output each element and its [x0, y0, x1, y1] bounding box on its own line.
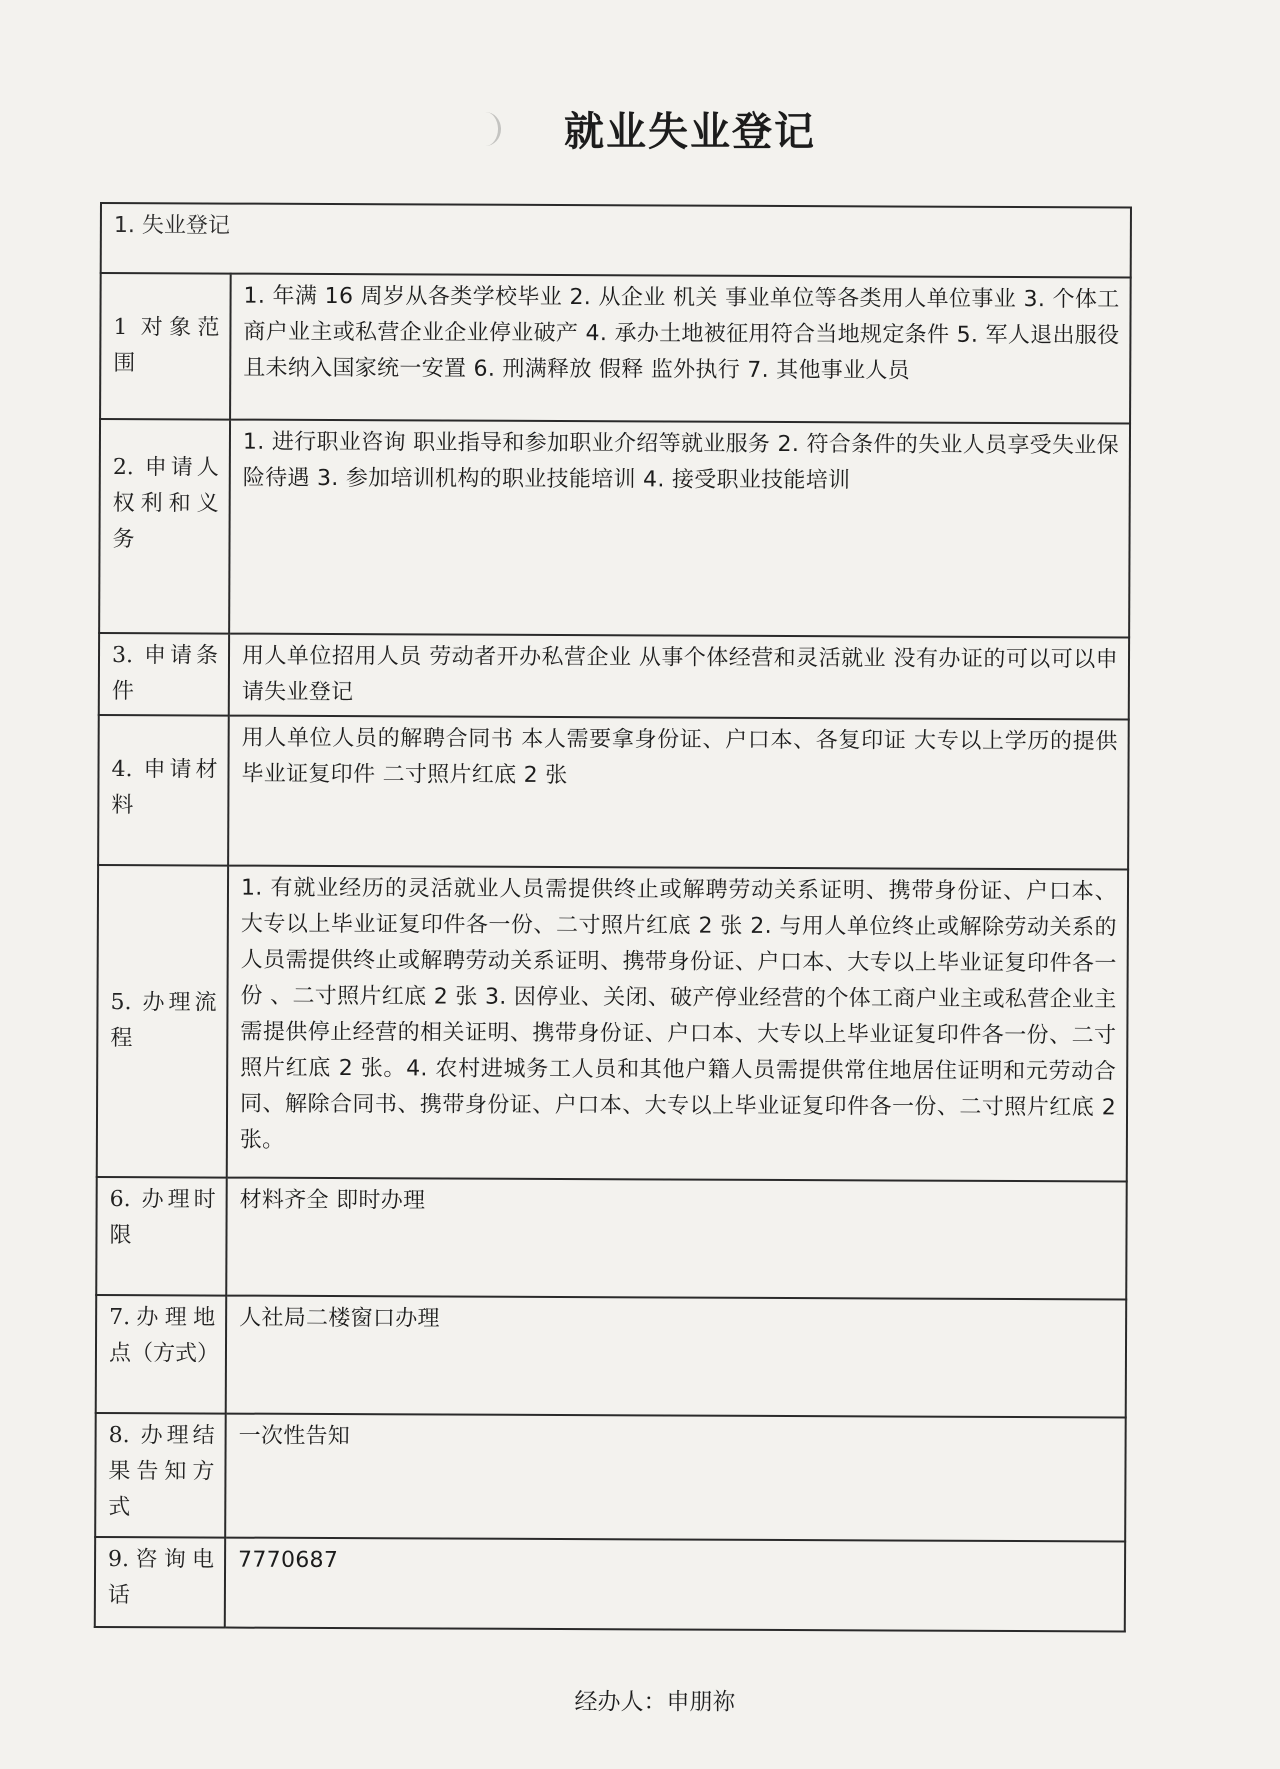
registration-form-table [94, 202, 1132, 1632]
row-label-location: 7.办理地点（方式） [96, 1295, 227, 1414]
row-label-target-scope: 1 对象范围 [100, 273, 231, 420]
row-content-procedure: 1. 有就业经历的灵活就业人员需提供终止或解聘劳动关系证明、携带身份证、户口本、大专以上毕业证复印件各一份、二寸照片红底 2 张 2. 与用人单位终止或解除劳动关系的人员需提供终止或解聘劳动关系证明、携带身份证、户口本、大专以上毕业证复印件各一份 、二寸照片红底 2 张 3. 因停业、关闭、破产停业经营的个体工商户业主或私营企业主需提供停止经营的相关证明、携带身份证、户口本、大专以上毕业证复印件各一份、二寸照片红底 2 张。4. 农村进城务工人员和其他户籍人员需提供常住地居住证明和元劳动合同、解除合同书、携带身份证、户口本、大专以上毕业证复印件各一份、二寸照片红底 2 张。 [227, 866, 1128, 1182]
row-content-materials: 用人单位人员的解聘合同书 本人需要拿身份证、户口本、各复印证 大专以上学历的提供毕业证复印件 二寸照片红底 2 张 [228, 716, 1129, 870]
row-label-conditions: 3. 申请条件 [99, 633, 229, 716]
row-label-procedure: 5. 办理流程 [97, 865, 228, 1178]
row-content-target-scope: 1. 年满 16 周岁从各类学校毕业 2. 从企业 机关 事业单位等各类用人单位事业 3. 个体工商户业主或私营企业企业停业破产 4. 承办土地被征用符合当地规定条件 5. 军人退出服役且未纳入国家统一安置 6. 刑满释放 假释 监外执行 7. 其他事业人员 [230, 274, 1131, 424]
form-row-rights-obligations [99, 419, 1130, 637]
row-content-phone: 7770687 [225, 1538, 1125, 1632]
form-row-materials [98, 715, 1129, 869]
row-content-conditions: 用人单位招用人员 劳动者开办私营企业 从事个体经营和灵活就业 没有办证的可以可以申请失业登记 [229, 634, 1129, 720]
document-title: 就业失业登记 [564, 109, 816, 155]
row-label-rights-obligations: 2. 申请人权利和义务 [99, 419, 230, 634]
form-row-result-notice [95, 1413, 1126, 1541]
form-row-location [96, 1295, 1127, 1417]
handler-signature-line: 经办人：申朋祢 [574, 1689, 736, 1715]
row-label-result-notice: 8. 办理结果告知方式 [95, 1413, 226, 1538]
form-header-cell: 1. 失业登记 [101, 203, 1131, 277]
row-label-phone: 9.咨询电话 [95, 1537, 225, 1628]
form-row-time-limit [96, 1177, 1127, 1299]
form-row-phone [95, 1537, 1125, 1631]
row-content-rights-obligations: 1. 进行职业咨询 职业指导和参加职业介绍等就业服务 2. 符合条件的失业人员享受失业保险待遇 3. 参加培训机构的职业技能培训 4. 接受职业技能培训 [229, 420, 1130, 638]
form-header-row [101, 203, 1131, 277]
form-row-procedure [97, 865, 1128, 1181]
form-row-target-scope [100, 273, 1131, 423]
row-label-materials: 4. 申请材料 [98, 715, 229, 866]
row-content-time-limit: 材料齐全 即时办理 [226, 1178, 1127, 1300]
row-label-time-limit: 6. 办理时限 [96, 1177, 227, 1296]
row-content-result-notice: 一次性告知 [225, 1414, 1126, 1542]
form-row-conditions [99, 633, 1129, 719]
row-content-location: 人社局二楼窗口办理 [226, 1296, 1127, 1418]
